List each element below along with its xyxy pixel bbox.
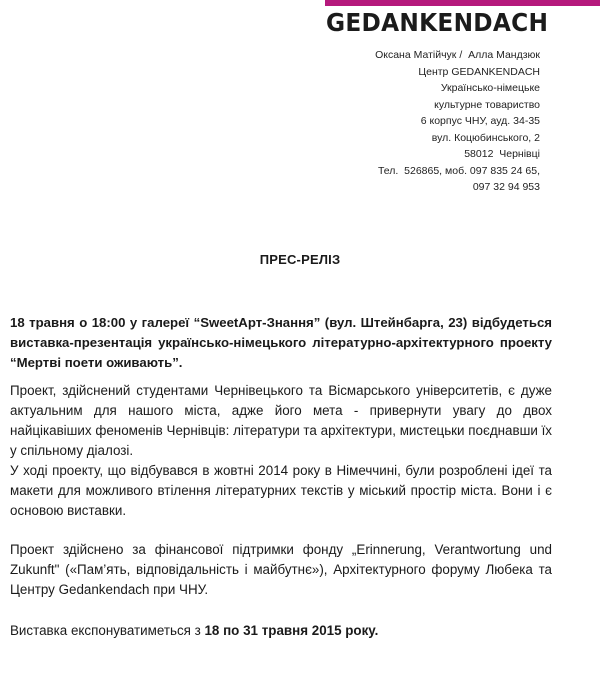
contact-block: [375, 47, 540, 196]
exhibition-dates: 18 по 31 травня 2015 року.: [204, 623, 379, 638]
brand-color-bar: [325, 0, 600, 6]
paragraph-project-history: У ході проекту, що відбувався в жовтні 2014 року в Німеччині, були розроблені ідеї та макети для можливого втілення літературних текстів у міський простір міста. Вони і є основою виставки.: [10, 463, 552, 518]
contact-society-line-1: Українсько-німецьке: [440, 82, 540, 94]
contact-phone-2: 097 32 94 953: [472, 181, 540, 193]
contact-city: 58012 Чернівці: [464, 148, 540, 160]
contact-names: Оксана Матійчук / Алла Мандзюк: [375, 49, 540, 61]
document-title: ПРЕС-РЕЛІЗ: [259, 252, 341, 267]
lead-paragraph: 18 травня о 18:00 у галереї “SweetАрт-Знання” (вул. Штейнбарга, 23) відбудеться виставка-презентація українсько-німецького літературно-архітектурного проекту “Мертві поети оживають”.: [10, 315, 552, 370]
contact-street: вул. Коцюбинського, 2: [431, 131, 540, 144]
gedankendach-logo: GEDANKENDACH: [326, 8, 549, 37]
paragraph-exhibition-dates: [10, 621, 552, 641]
exhibition-dates-prefix: Виставка експонуватиметься з: [10, 623, 205, 638]
paragraph-project-description: Проект, здійснений студентами Чернівецького та Вісмарського університетів, є дуже актуальним для нашого міста, адже його мета - привернути увагу до двох найцікавіших феноменів Чернівців: літератури та архітектури, мистецьки поєднавши їх у спільному діалозі.: [10, 383, 552, 458]
contact-phone: Тел. 526865, моб. 097 835 24 65,: [377, 164, 540, 177]
contact-organization: Центр GEDANKENDACH: [418, 65, 540, 78]
contact-society-line-2: культурне товариство: [434, 98, 540, 111]
paragraph-funding: Проект здійснено за фінансової підтримки фонду „Erinnerung, Verantwortung und Zukunft" («Пам’ять, відповідальність і майбутнє»), Архітектурного форуму Любека та Центру Gedankendach при ЧНУ.: [10, 542, 552, 597]
contact-building: 6 корпус ЧНУ, ауд. 34-35: [420, 115, 540, 127]
